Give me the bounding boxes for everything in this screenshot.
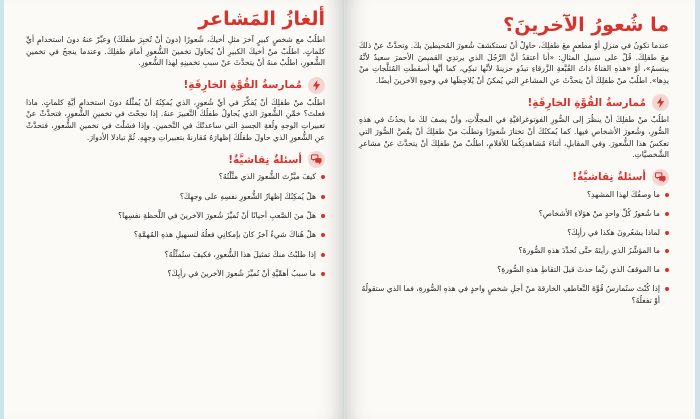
- left-questions-list: [26, 171, 325, 279]
- right-page-title: ما شُعورُ الآخرينَ؟: [503, 14, 669, 36]
- right-power-paragraph: اطلُبْ منْ طفلِكَ أنْ ينظُرَ إلى الصُّورِ الفوتوغرافيَّةِ في المجلَّاتِ، وأنْ يصفَ لكَ ما يحدُثُ في هذهِ الصُّورِ، وشُعورَ الأشخاصِ فيها. كما يُمكنُكَ أنْ تختارَ شُعورًا وتطلُبَ منْ طفلِكَ أنْ يقُصَّ الصُّورَ التي تعكسُ هذا الشُّعورَ. وفي المقابلِ، أثناءَ مُشاهدتِكُما للأفلامِ، اطلُبْ منْ طفلِكَ أنْ يتحدَّثَ عنْ مشاعرِ الشَّخصيَّاتِ.: [359, 115, 669, 160]
- right-power-section-header: [359, 94, 669, 111]
- left-power-title: مُمارسةُ القُوَّةِ الخارِقَةِ!: [183, 79, 302, 92]
- chat-bubbles-icon: [308, 151, 325, 168]
- left-page: [4, 0, 344, 419]
- left-intro-paragraph: اطلُبْ مع شخصٍ كبيرٍ آخرَ مثلِ أخيكَ، شُعورًا (دونَ أنْ تُخبِرَ طفلَكَ) وعبِّرْ عنهُ دونَ استخدامِ أيِّ كلماتٍ. اطلُبْ منْ أخيكَ الكبيرِ أنْ يُحاولَ تخمينَ الشُّعورِ أمامَ طفلِكَ. وعندما ينجحُ في تخمينِ الشُّعورِ، اطلُبْ منهُ أنْ يتحدَّثَ عنْ سببِ تخمينِهِ لهذا الشُّعورِ.: [26, 35, 325, 68]
- list-item: كيفَ ميَّزْتَ الشُّعورَ الذي مثَّلْتُهُ؟: [26, 171, 325, 182]
- right-questions-list: [359, 189, 669, 306]
- list-item: ما شُعورُ كُلِّ واحدٍ منْ هؤلاءِ الأشخاصِ؟: [359, 208, 669, 219]
- list-item: هلْ هُناكَ شيءٌ آخرُ كانَ بإمكانِي فعلُهُ لتسهيلِ هذهِ المُهمَّةِ؟: [26, 229, 325, 240]
- list-item: إذا كُنْتَ ستُمارسُ قُوَّةَ التَّعاطفِ الخارقةَ منْ أجلِ شخصٍ واحدٍ في هذهِ الصُّورةِ، فما الذي ستقولُهُ أوْ تفعلُهُ؟: [359, 283, 669, 306]
- list-item: إذا طلبْتُ منكَ تمثيلَ هذا الشُّعورِ، فكيفَ ستُمثِّلُهُ؟: [26, 249, 325, 260]
- lightning-icon: [652, 94, 669, 111]
- list-item: ما وصفُكَ لهذا المشهدِ؟: [359, 189, 669, 200]
- right-intro-paragraph: عندما تكونُ في منزلِ أوْ مطعمٍ معَ طفلِكَ، حاولْ أنْ تستكشفَ شُعورَ المُحيطينَ بكَ. وتحدَّثْ عنْ ذلكَ معَ طفلِكَ. قُلْ على سبيلِ المثالِ: «أنا أعتقدُ أنَّ الرَّجُلَ الذي يرتدِي القميصَ الأحمرَ سعيدٌ لأنَّهُ يبتسمُ»، أوْ «هذهِ الفتاةُ ذاتُ القُبَّعةِ الزَّرقاءِ تبدُو حزينةً لأنَّها تبكِي، كما أنَّها أسقطَتِ المُثلَّجاتِ منْ يدِها». اطلُبْ منْ طفلِكَ أنْ يتحدَّثَ عنِ المشاعرِ التي يُمكنُ أنْ يُلاحِظَها في وجوهِ الآخرينَ أيضًا.: [359, 41, 669, 85]
- left-page-title: ألغازُ المَشاعر: [198, 8, 325, 30]
- list-item: ما الموقفُ الذي ربَّما حدثَ قبلَ التقاطِ هذهِ الصُّورةِ؟: [359, 264, 669, 275]
- list-item: ما سببُ أهمِّيَّةِ أنْ تُميِّزَ شُعورَ الآخرينَ في رأيِكَ؟: [26, 268, 325, 279]
- right-questions-title: أسئلةٌ نِقاشيَّةٌ!: [572, 171, 646, 184]
- left-questions-section-header: [26, 151, 325, 168]
- list-item: هلْ يُمكِنُكَ إظهارُ الشُّعورِ نفسِهِ على وجهِكَ؟: [26, 191, 325, 202]
- list-item: ما المؤشِّرُ الذي رأيتَهُ حتَّى تُحدِّدَ هذهِ الصُّورةَ؟: [359, 245, 669, 256]
- right-power-title: مُمارسةُ القُوَّةِ الخارِقَةِ!: [527, 96, 646, 109]
- lightning-icon: [308, 77, 325, 94]
- chat-bubbles-icon: [652, 169, 669, 186]
- left-power-paragraph: اطلُبْ منْ طفلِكَ أنْ يُفكِّرَ في أيِّ شُعورٍ، الذي يُمكِنُهُ أنْ يُمثِّلَهُ دونَ استخدامِ أيَّةِ كلماتٍ. ماذا فعلتَ؟ خمِّنِ الشُّعورَ الذي يُحاولُ طفلُكَ التَّعبيرَ عنهُ. إذا نجحْتَ في تخمينِ الشُّعورِ، فتحدَّثْ عنْ تعبيراتِ الوجهِ ولُغةِ الجسدِ التي ساعدتْكَ في التَّخمينِ. وإذا فشلْتَ في تخمينِ الشُّعورِ، فتحدَّثْ عنِ الشُّعورِ الذي حاولَ طفلُكَ إظهارَهُ مُقارنةً بتعبيراتِ وجهِهِ. ثُمَّ تبادلا الأدوارَ.: [26, 97, 325, 142]
- list-item: هلْ منَ الصَّعبِ أحيانًا أنْ تُميِّزَ شُعورَ الآخرينَ في اللَّحظةِ نفسِها؟: [26, 210, 325, 221]
- right-page: [345, 0, 695, 419]
- right-questions-section-header: [359, 169, 669, 186]
- list-item: لماذا يشعُرونَ هكذا في رأيِكَ؟: [359, 227, 669, 238]
- left-questions-title: أسئلةٌ نِقاشيَّةٌ!: [228, 153, 302, 166]
- left-power-section-header: [26, 77, 325, 94]
